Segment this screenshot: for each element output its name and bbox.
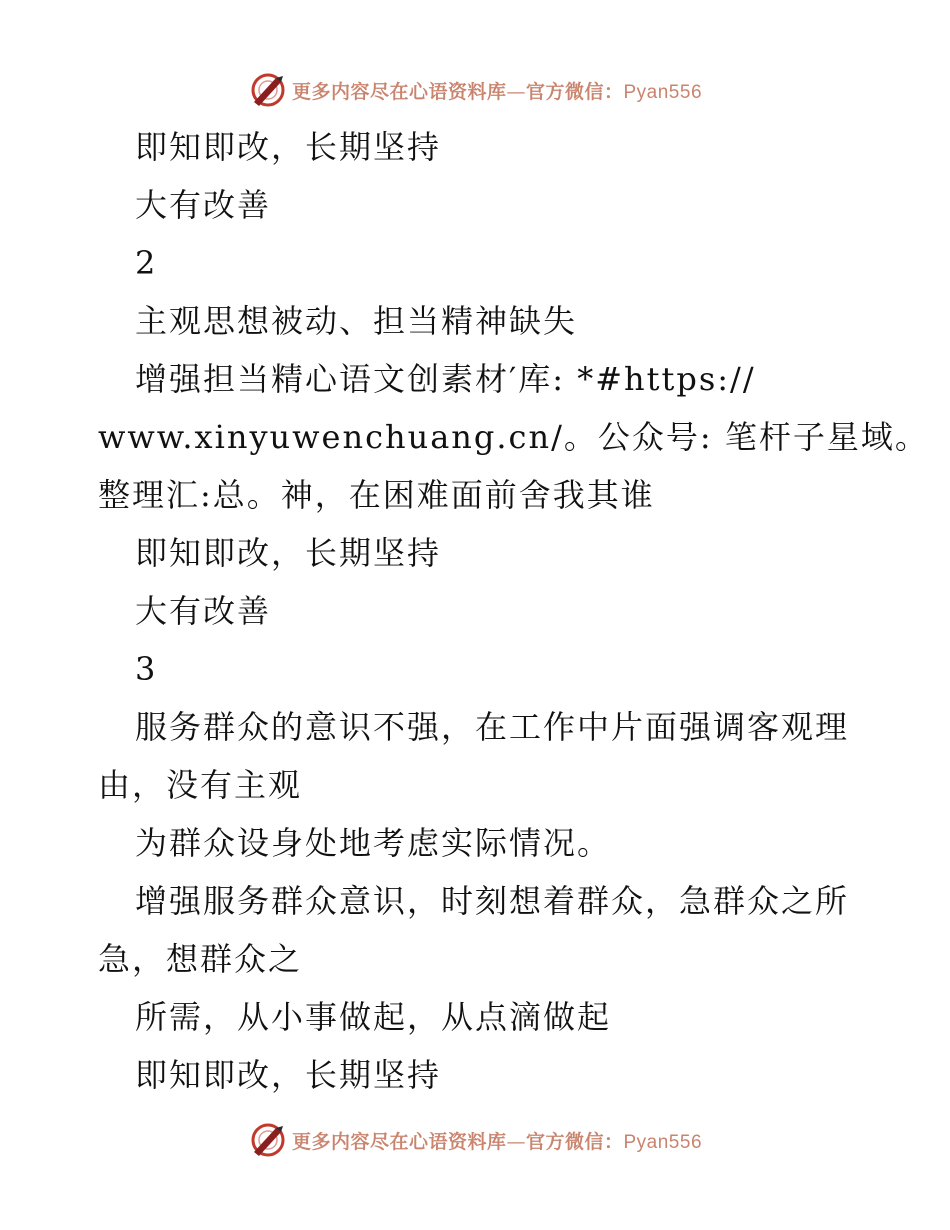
header-watermark — [0, 68, 950, 112]
pen-logo-icon — [248, 70, 288, 110]
watermark-wechat-id: Pyan556 — [623, 81, 703, 103]
text-line: 急，想群众之 — [98, 940, 303, 978]
watermark-site: 更多内容尽在心语资料库 — [291, 1130, 507, 1153]
text-line: 主观思想被动、担当精神缺失 — [135, 302, 578, 340]
text-line: 即知即改，长期坚持 — [135, 1056, 442, 1094]
watermark-wechat-label: 官方微信： — [525, 1130, 624, 1153]
text-line: 即知即改，长期坚持 — [135, 128, 442, 166]
text-line: 增强服务群众意识，时刻想着群众，急群众之所 — [135, 882, 850, 920]
pen-logo-icon — [248, 1120, 288, 1160]
footer-watermark — [0, 1118, 950, 1162]
text-line: 增强担当精心语文创素材′库: *#https:// — [135, 360, 756, 398]
text-line: 由，没有主观 — [98, 766, 303, 804]
watermark-site: 更多内容尽在心语资料库 — [291, 80, 507, 103]
watermark-text — [292, 77, 702, 104]
watermark-wechat-label: 官方微信： — [525, 80, 624, 103]
text-line: 即知即改，长期坚持 — [135, 534, 442, 572]
text-line: 整理汇:总。神，在困难面前舍我其谁 — [98, 476, 655, 514]
text-line: 所需，从小事做起，从点滴做起 — [135, 998, 612, 1036]
watermark-separator: — — [506, 80, 526, 103]
watermark-text — [292, 1127, 702, 1154]
text-line: 大有改善 — [135, 592, 272, 630]
watermark-wechat-id: Pyan556 — [623, 1131, 703, 1153]
text-line: 2 — [135, 244, 158, 282]
text-line: 为群众设身处地考虑实际情况。 — [135, 824, 612, 862]
text-line: www.xinyuwenchuang.cn/。公众号: 笔杆子星域。 — [98, 418, 929, 456]
text-line: 3 — [135, 650, 158, 688]
text-line: 大有改善 — [135, 186, 272, 224]
watermark-separator: — — [506, 1130, 526, 1153]
text-line: 服务群众的意识不强，在工作中片面强调客观理 — [135, 708, 850, 746]
